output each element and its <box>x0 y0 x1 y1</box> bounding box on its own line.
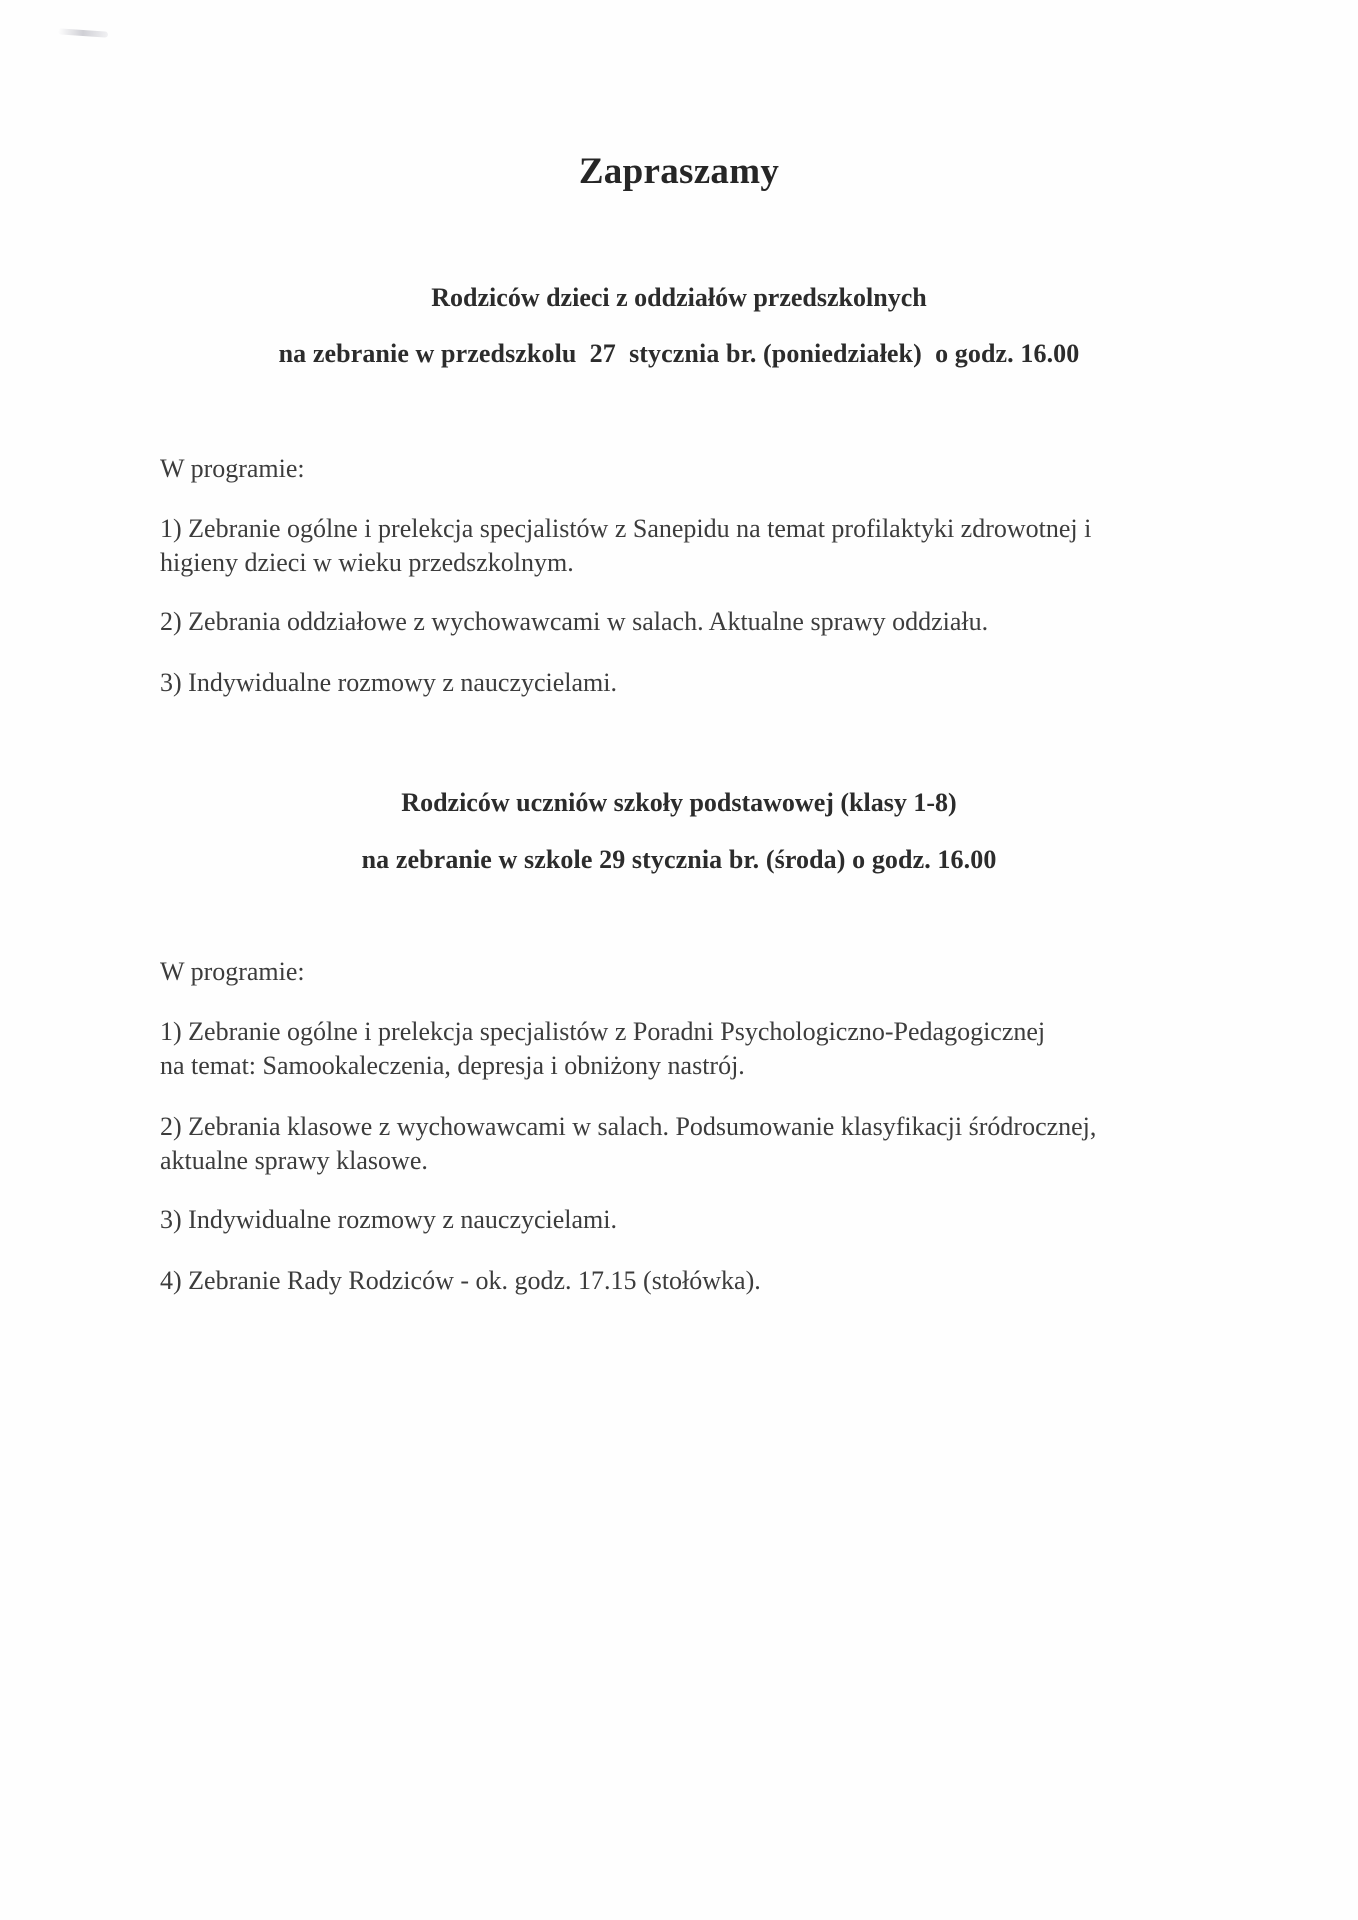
preschool-program-label: W programie: <box>160 454 305 483</box>
preschool-program-item: 3) Indywidualne rozmowy z nauczycielami. <box>160 668 617 697</box>
preschool-meeting-details: na zebranie w przedszkolu 27 stycznia br. (poniedziałek) o godz. 16.00 <box>278 339 1080 368</box>
school-program-label: W programie: <box>160 957 305 986</box>
school-program-item: 1) Zebranie ogólne i prelekcja specjalistów z Poradni Psychologiczno-Pedagogicznej na temat: Samookaleczenia, depresja i obniżony nastrój. <box>160 1017 1046 1080</box>
preschool-program-item: 2) Zebrania oddziałowe z wychowawcami w salach. Aktualne sprawy oddziału. <box>160 607 989 636</box>
scan-artifact <box>58 28 108 37</box>
school-meeting-details: na zebranie w szkole 29 stycznia br. (środa) o godz. 16.00 <box>361 845 997 874</box>
school-program-item: 2) Zebrania klasowe z wychowawcami w salach. Podsumowanie klasyfikacji śródrocznej, aktualne sprawy klasowe. <box>160 1112 1097 1175</box>
preschool-heading: Rodziców dzieci z oddziałów przedszkolnych <box>431 283 927 312</box>
school-program-item: 3) Indywidualne rozmowy z nauczycielami. <box>160 1205 617 1234</box>
school-program-item: 4) Zebranie Rady Rodziców - ok. godz. 17.15 (stołówka). <box>160 1266 761 1295</box>
preschool-program-item: 1) Zebranie ogólne i prelekcja specjalistów z Sanepidu na temat profilaktyki zdrowotnej i higieny dzieci w wieku przedszkolnym. <box>160 514 1092 577</box>
document-title: Zapraszamy <box>578 151 780 192</box>
school-heading: Rodziców uczniów szkoły podstawowej (klasy 1-8) <box>401 788 957 817</box>
